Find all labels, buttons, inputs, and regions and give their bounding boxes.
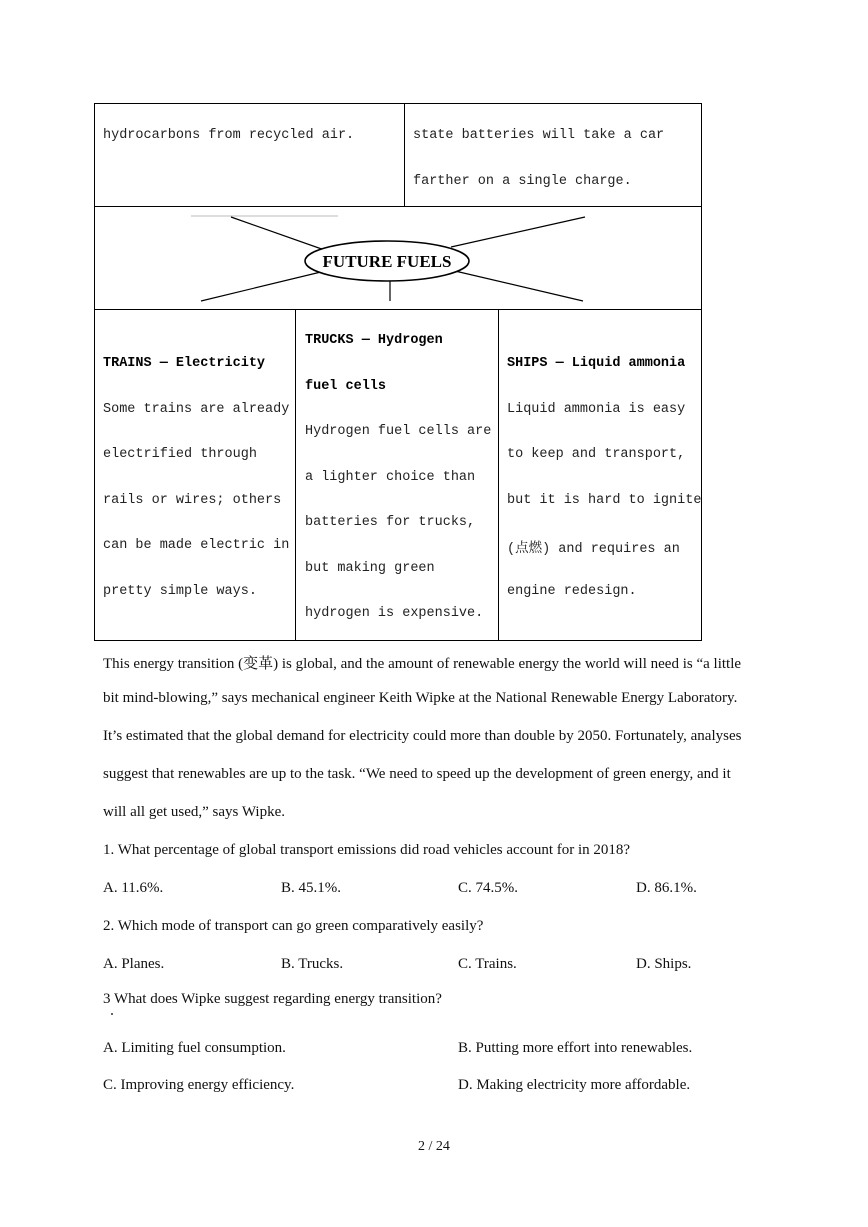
column-line: hydrogen is expensive.: [305, 606, 484, 621]
diagram-cell: [94, 206, 702, 310]
future-fuels-diagram: [95, 207, 701, 309]
stray-dot: [111, 1013, 113, 1015]
column-line: electrified through: [103, 447, 257, 462]
column-line: Some trains are already: [103, 402, 290, 417]
diagram-spoke-upper-left: [231, 217, 333, 253]
column-line: engine redesign.: [507, 584, 637, 599]
column-line: to keep and transport,: [507, 447, 686, 462]
column-heading: fuel cells: [305, 379, 387, 394]
question-2-option-c[interactable]: C. Trains.: [458, 956, 517, 972]
diagram-label: FUTURE FUELS: [322, 252, 452, 271]
column-trains: [94, 309, 296, 641]
column-line: can be made electric in: [103, 538, 290, 553]
column-line: batteries for trucks,: [305, 515, 476, 530]
question-2-option-d[interactable]: D. Ships.: [636, 956, 692, 972]
table-cell-top-right: [404, 103, 702, 207]
paragraph-line: It’s estimated that the global demand for electricity could more than double by 2050. Fortunately, analyses: [103, 728, 742, 744]
page-number: 2 / 24: [418, 1139, 450, 1154]
cell-text-line: hydrocarbons from recycled air.: [103, 128, 355, 143]
question-2-text: 2. Which mode of transport can go green comparatively easily?: [103, 918, 484, 934]
column-line: pretty simple ways.: [103, 584, 257, 599]
question-3-option-d[interactable]: D. Making electricity more affordable.: [458, 1077, 691, 1093]
column-ships: [498, 309, 702, 641]
column-line: (点燃) and requires an: [507, 542, 680, 557]
question-2-option-b[interactable]: B. Trucks.: [281, 956, 344, 972]
diagram-spoke-upper-right: [451, 217, 585, 247]
question-1-option-c[interactable]: C. 74.5%.: [458, 880, 518, 896]
cell-text-line: farther on a single charge.: [413, 174, 632, 189]
question-3-option-a[interactable]: A. Limiting fuel consumption.: [103, 1040, 286, 1056]
table-cell-top-left: [94, 103, 405, 207]
column-heading: TRAINS — Electricity: [103, 356, 266, 371]
column-line: a lighter choice than: [305, 470, 476, 485]
column-heading: SHIPS — Liquid ammonia: [507, 356, 686, 371]
diagram-spoke-lower-right: [455, 271, 583, 301]
question-1-option-b[interactable]: B. 45.1%.: [281, 880, 341, 896]
paragraph-line: bit mind-blowing,” says mechanical engineer Keith Wipke at the National Renewable Energy Laboratory.: [103, 690, 738, 706]
question-3-text: 3 What does Wipke suggest regarding energy transition?: [103, 991, 442, 1007]
diagram-spoke-lower-left: [201, 271, 325, 301]
paragraph-line: will all get used,” says Wipke.: [103, 804, 285, 820]
column-heading: TRUCKS — Hydrogen: [305, 333, 443, 348]
column-line: but it is hard to ignite: [507, 493, 702, 508]
column-line: rails or wires; others: [103, 493, 282, 508]
question-3-option-c[interactable]: C. Improving energy efficiency.: [103, 1077, 295, 1093]
paragraph-line: suggest that renewables are up to the task. “We need to speed up the development of green energy, and it: [103, 766, 731, 782]
question-1-text: 1. What percentage of global transport emissions did road vehicles account for in 2018?: [103, 842, 631, 858]
paragraph-line: This energy transition (变革) is global, and the amount of renewable energy the world will need is “a little: [103, 656, 742, 672]
question-1-option-d[interactable]: D. 86.1%.: [636, 880, 697, 896]
column-line: but making green: [305, 561, 435, 576]
column-trucks: [295, 309, 499, 641]
column-line: Hydrogen fuel cells are: [305, 424, 492, 439]
column-line: Liquid ammonia is easy: [507, 402, 686, 417]
question-1-option-a[interactable]: A. 11.6%.: [103, 880, 164, 896]
question-2-option-a[interactable]: A. Planes.: [103, 956, 165, 972]
question-3-option-b[interactable]: B. Putting more effort into renewables.: [458, 1040, 693, 1056]
cell-text-line: state batteries will take a car: [413, 128, 665, 143]
